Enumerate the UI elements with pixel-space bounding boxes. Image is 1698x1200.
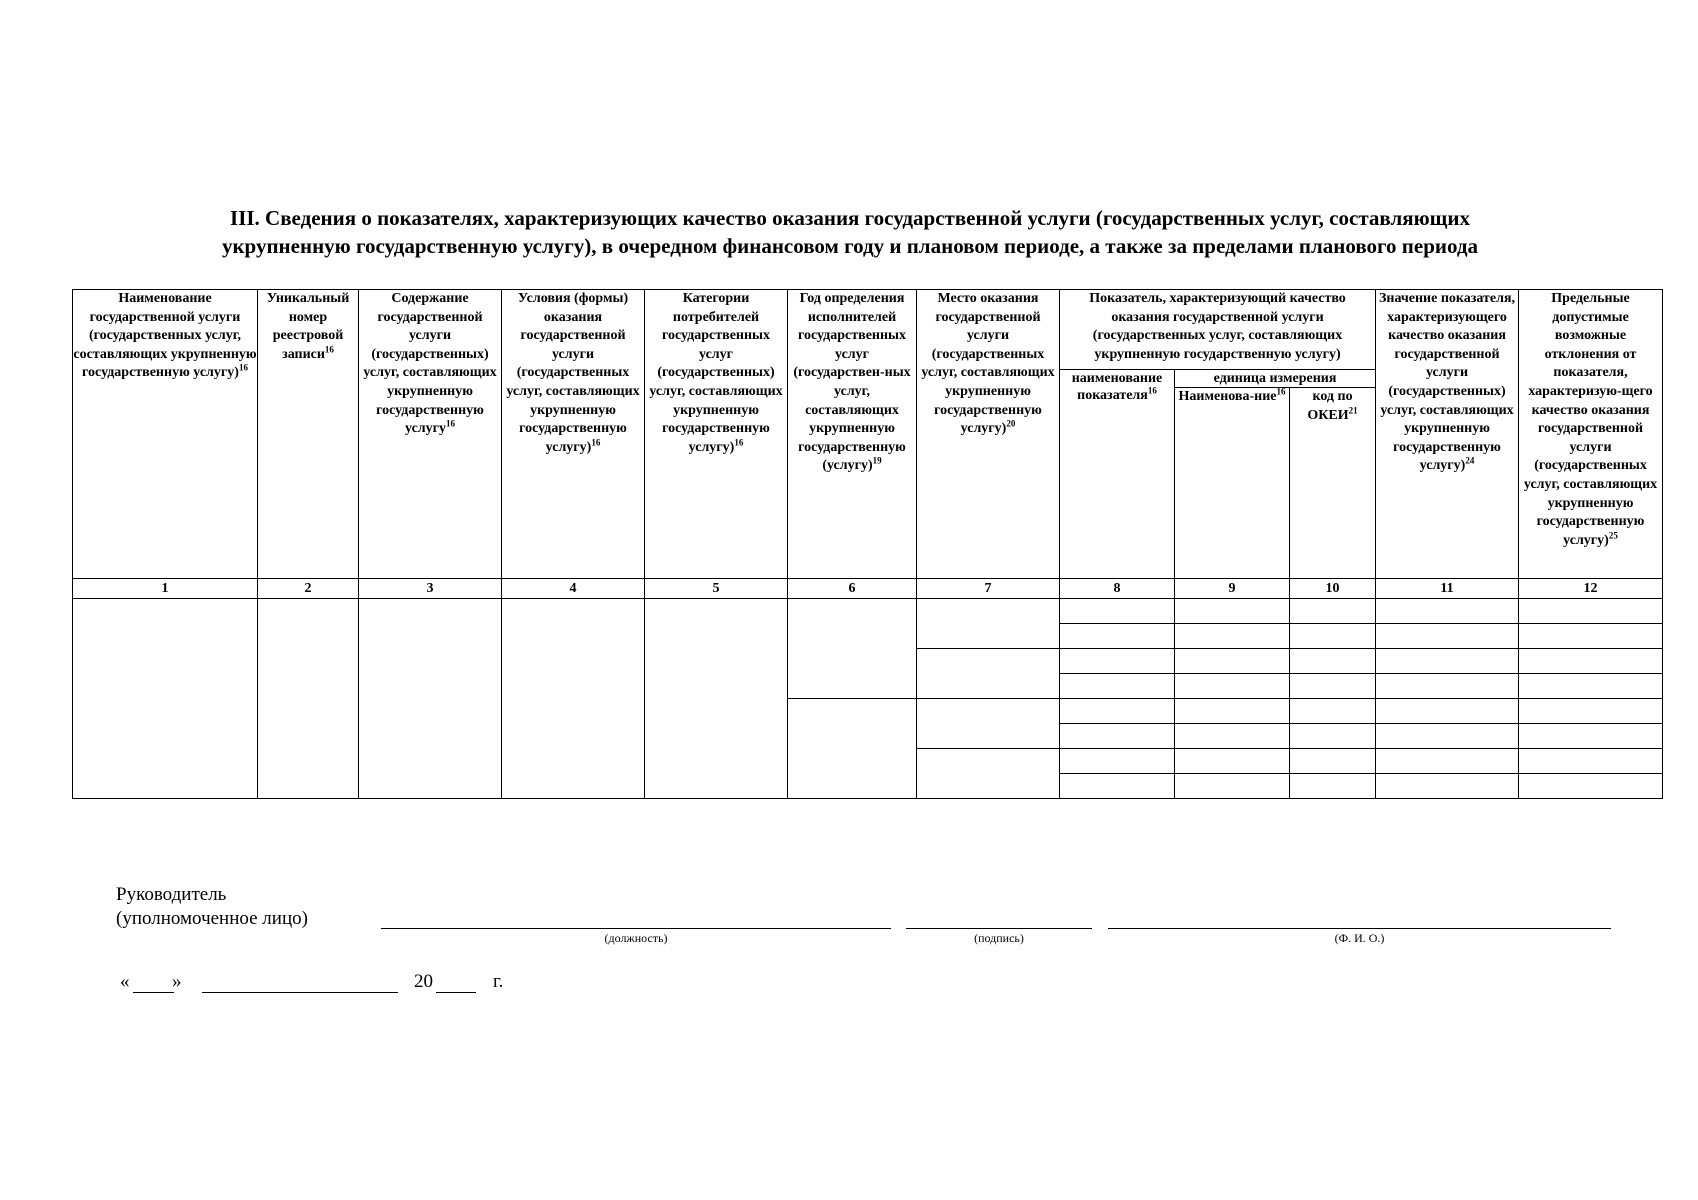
table-cell[interactable] <box>1175 599 1290 624</box>
table-cell[interactable] <box>1519 774 1663 799</box>
table-cell[interactable] <box>1060 699 1175 724</box>
table-cell[interactable] <box>502 599 645 799</box>
header-unit-name: Наименова-ние$^{16}$ <box>1175 388 1290 579</box>
table-cell[interactable] <box>1376 724 1519 749</box>
column-number: 1 <box>73 579 258 599</box>
table-cell[interactable] <box>1519 624 1663 649</box>
table-cell[interactable] <box>1175 674 1290 699</box>
table-cell[interactable] <box>1175 749 1290 774</box>
table-cell[interactable] <box>788 699 917 799</box>
header-service-content: Содержание государственной услуги (государственных) услуг, составляющих укрупненную государственную услугу$^{16}$ <box>359 290 502 579</box>
table-cell[interactable] <box>1290 599 1376 624</box>
table-cell[interactable] <box>73 599 258 799</box>
table-cell[interactable] <box>1060 749 1175 774</box>
header-unit-group: единица измерения <box>1175 370 1376 388</box>
year-suffix: г. <box>493 971 504 992</box>
table-cell[interactable] <box>1376 649 1519 674</box>
header-service-place: Место оказания государственной услуги (государственных услуг, составляющих укрупненную государственную услугу)$^{20}$ <box>917 290 1060 579</box>
month-field[interactable] <box>202 992 398 993</box>
table-cell[interactable] <box>1290 699 1376 724</box>
signatory-label-line-2: (уполномоченное лицо) <box>116 908 308 929</box>
column-number: 2 <box>258 579 359 599</box>
header-service-conditions: Условия (формы) оказания государственной услуги (государственных услуг, составляющих укрупненную государственную услугу)$^{16}$ <box>502 290 645 579</box>
table-cell[interactable] <box>1519 649 1663 674</box>
table-cell[interactable] <box>359 599 502 799</box>
column-number: 3 <box>359 579 502 599</box>
table-cell[interactable] <box>1175 649 1290 674</box>
header-contractor-year: Год определения исполнителей государственных услуг (государствен-ных услуг, составляющих укрупненную государственную (услугу)$^{19}$ <box>788 290 917 579</box>
table-cell[interactable] <box>1376 749 1519 774</box>
header-service-name: Наименование государственной услуги (государственных услуг, составляющих укрупненную государственную услугу)$^{16}$ <box>73 290 258 579</box>
table-cell[interactable] <box>1376 699 1519 724</box>
column-number: 9 <box>1175 579 1290 599</box>
table-cell[interactable] <box>917 649 1060 699</box>
column-number: 12 <box>1519 579 1663 599</box>
section-title-line-2: укрупненную государственную услугу), в очередном финансовом году и плановом периоде, а также за пределами планового периода <box>221 234 1479 258</box>
column-number: 8 <box>1060 579 1175 599</box>
column-number: 5 <box>645 579 788 599</box>
table-cell[interactable] <box>1519 724 1663 749</box>
table-cell[interactable] <box>1290 624 1376 649</box>
section-title-line-1: III. Сведения о показателях, характеризующих качество оказания государственной услуги (государственных услуг, составляющих <box>230 206 1470 230</box>
position-field[interactable] <box>381 928 891 929</box>
table-cell[interactable] <box>1175 774 1290 799</box>
table-cell[interactable] <box>1175 699 1290 724</box>
position-caption: (должность) <box>604 931 668 945</box>
column-number: 4 <box>502 579 645 599</box>
table-cell[interactable] <box>1290 674 1376 699</box>
signature-field[interactable] <box>906 928 1092 929</box>
header-indicator-value: Значение показателя, характеризующего качество оказания государственной услуги (государственных) услуг, составляющих укрупненную государственную услугу)$^{24}$ <box>1376 290 1519 579</box>
full-name-field[interactable] <box>1108 928 1611 929</box>
table-cell[interactable] <box>1060 774 1175 799</box>
table-cell[interactable] <box>1376 674 1519 699</box>
table-cell[interactable] <box>1376 624 1519 649</box>
table-cell[interactable] <box>1060 599 1175 624</box>
table-cell[interactable] <box>1519 674 1663 699</box>
table-cell[interactable] <box>917 749 1060 799</box>
header-allowed-deviations: Предельные допустимые возможные отклонения от показателя, характеризую-щего качество оказания государственной услуги (государственных услуг, составляющих укрупненную государственную услугу)$^{25}$ <box>1519 290 1663 579</box>
signatory-label-line-1: Руководитель <box>116 884 227 905</box>
table-cell[interactable] <box>1060 624 1175 649</box>
table-cell[interactable] <box>1290 749 1376 774</box>
table-cell[interactable] <box>258 599 359 799</box>
signature-caption: (подпись) <box>974 931 1024 945</box>
header-indicator-name: наименование показателя$^{16}$ <box>1060 370 1175 579</box>
column-number: 7 <box>917 579 1060 599</box>
day-field[interactable] <box>133 992 174 993</box>
table-cell[interactable] <box>1519 749 1663 774</box>
table-cell[interactable] <box>917 699 1060 749</box>
day-close-quote: » <box>172 971 182 992</box>
table-cell[interactable] <box>1290 724 1376 749</box>
signatory-label <box>116 883 308 931</box>
table-cell[interactable] <box>1175 724 1290 749</box>
table-cell[interactable] <box>1376 774 1519 799</box>
quality-indicators-table <box>72 289 1663 799</box>
table-cell[interactable] <box>1060 674 1175 699</box>
table-cell[interactable] <box>1376 599 1519 624</box>
header-registry-number: Уникальный номер реестровой записи$^{16}$ <box>258 290 359 579</box>
column-number: 11 <box>1376 579 1519 599</box>
table-cell[interactable] <box>645 599 788 799</box>
header-consumer-categories: Категории потребителей государственных услуг (государственных) услуг, составляющих укрупненную государственную услугу)$^{16}$ <box>645 290 788 579</box>
table-cell[interactable] <box>1519 699 1663 724</box>
year-prefix: 20 <box>414 971 433 992</box>
section-title <box>60 204 1640 260</box>
table-cell[interactable] <box>788 599 917 699</box>
table-cell[interactable] <box>1060 649 1175 674</box>
table-cell[interactable] <box>1175 624 1290 649</box>
column-number: 6 <box>788 579 917 599</box>
column-number: 10 <box>1290 579 1376 599</box>
table-cell[interactable] <box>1060 724 1175 749</box>
day-open-quote: « <box>120 971 130 992</box>
table-cell[interactable] <box>1290 649 1376 674</box>
year-field[interactable] <box>436 992 476 993</box>
full-name-caption: (Ф. И. О.) <box>1334 931 1385 945</box>
table-cell[interactable] <box>1519 599 1663 624</box>
header-quality-indicator-group: Показатель, характеризующий качество оказания государственной услуги (государственных услуг, составляющих укрупненную государственную услугу) <box>1060 290 1376 370</box>
table-cell[interactable] <box>917 599 1060 649</box>
table-cell[interactable] <box>1290 774 1376 799</box>
header-okei-code: код по ОКЕИ$^{21}$ <box>1290 388 1376 579</box>
